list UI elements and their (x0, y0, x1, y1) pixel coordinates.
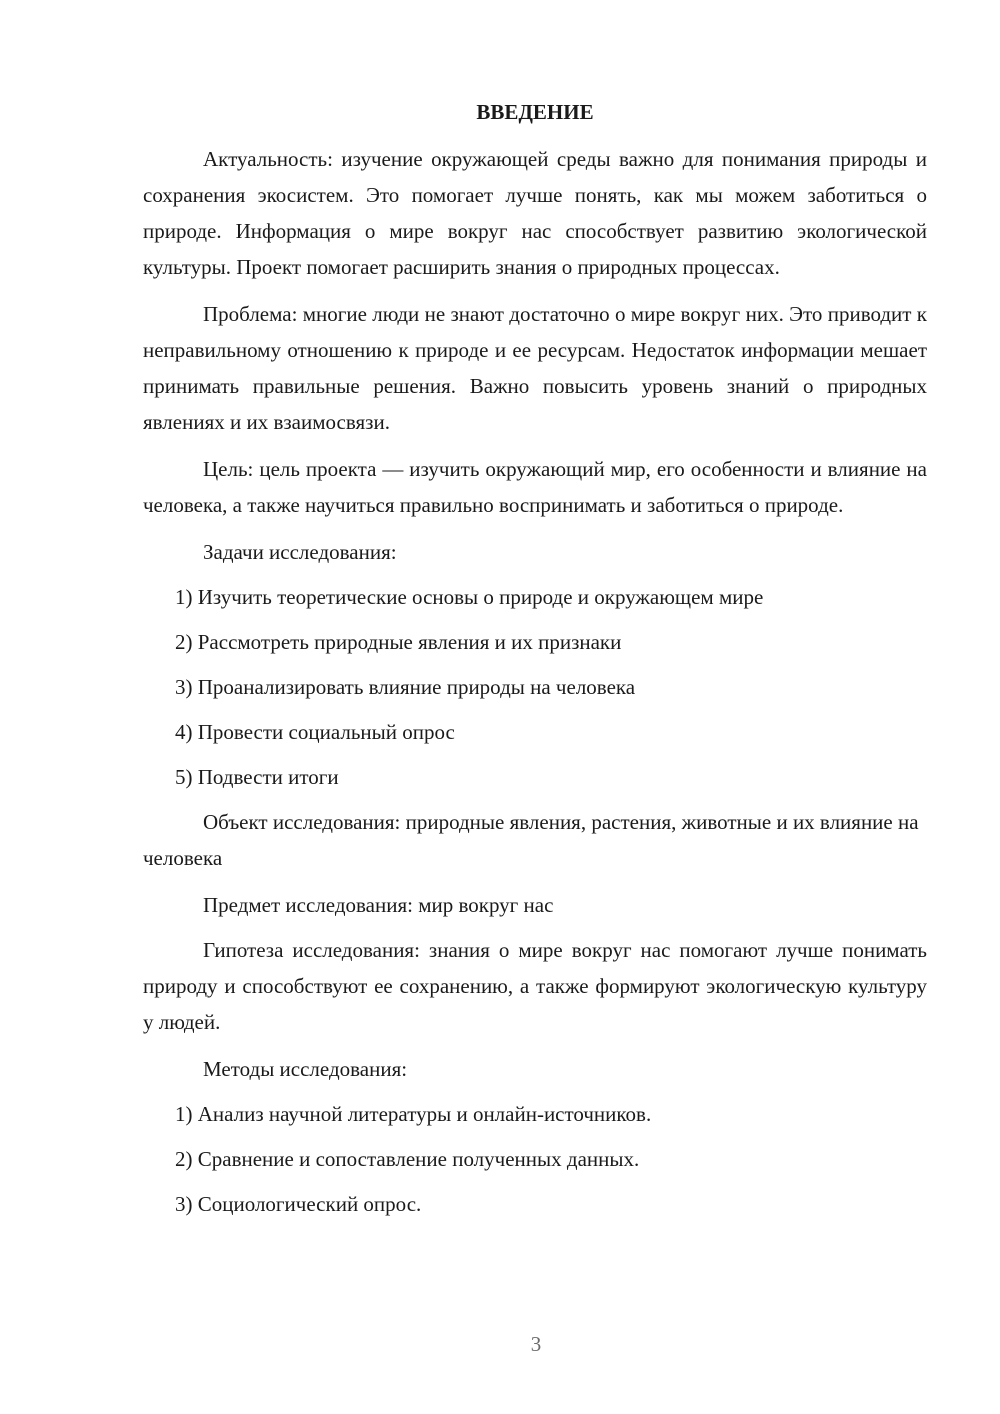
object-paragraph: Объект исследования: природные явления, растения, животные и их влияние на человека (143, 810, 919, 870)
tasks-list (143, 579, 927, 795)
methods-heading: Методы исследования: (203, 1057, 408, 1081)
list-item: 2) Рассмотреть природные явления и их признаки (175, 630, 622, 654)
relevance-paragraph: Актуальность: изучение окружающей среды важно для понимания природы и сохранения экосистем. Это помогает лучше понять, как мы можем заботиться о природе. Информация о мире вокруг нас способствует развитию экологической культуры. Проект помогает расширить знания о природных процессах. (143, 147, 927, 279)
list-item: 2) Сравнение и сопоставление полученных данных. (175, 1147, 640, 1171)
list-item: 3) Проанализировать влияние природы на человека (175, 675, 636, 699)
page-number: 3 (530, 1332, 542, 1356)
list-item: 4) Провести социальный опрос (175, 720, 455, 744)
subject-paragraph: Предмет исследования: мир вокруг нас (203, 893, 554, 917)
methods-list (143, 1096, 927, 1222)
tasks-heading: Задачи исследования: (203, 540, 397, 564)
page-content (143, 94, 927, 1231)
list-item: 3) Социологический опрос. (175, 1192, 422, 1216)
list-item: 1) Анализ научной литературы и онлайн-источников. (175, 1102, 652, 1126)
goal-paragraph: Цель: цель проекта — изучить окружающий мир, его особенности и влияние на человека, а также научиться правильно воспринимать и заботиться о природе. (143, 457, 927, 517)
problem-paragraph: Проблема: многие люди не знают достаточно о мире вокруг них. Это приводит к неправильному отношению к природе и ее ресурсам. Недостаток информации мешает принимать правильные решения. Важно повысить уровень знаний о природных явлениях и их взаимосвязи. (143, 302, 927, 434)
hypothesis-paragraph: Гипотеза исследования: знания о мире вокруг нас помогают лучше понимать природу и способствуют ее сохранению, а также формируют экологическую культуру у людей. (143, 938, 927, 1034)
page-title: ВВЕДЕНИЕ (476, 100, 594, 124)
list-item: 5) Подвести итоги (175, 765, 339, 789)
list-item: 1) Изучить теоретические основы о природе и окружающем мире (175, 585, 764, 609)
